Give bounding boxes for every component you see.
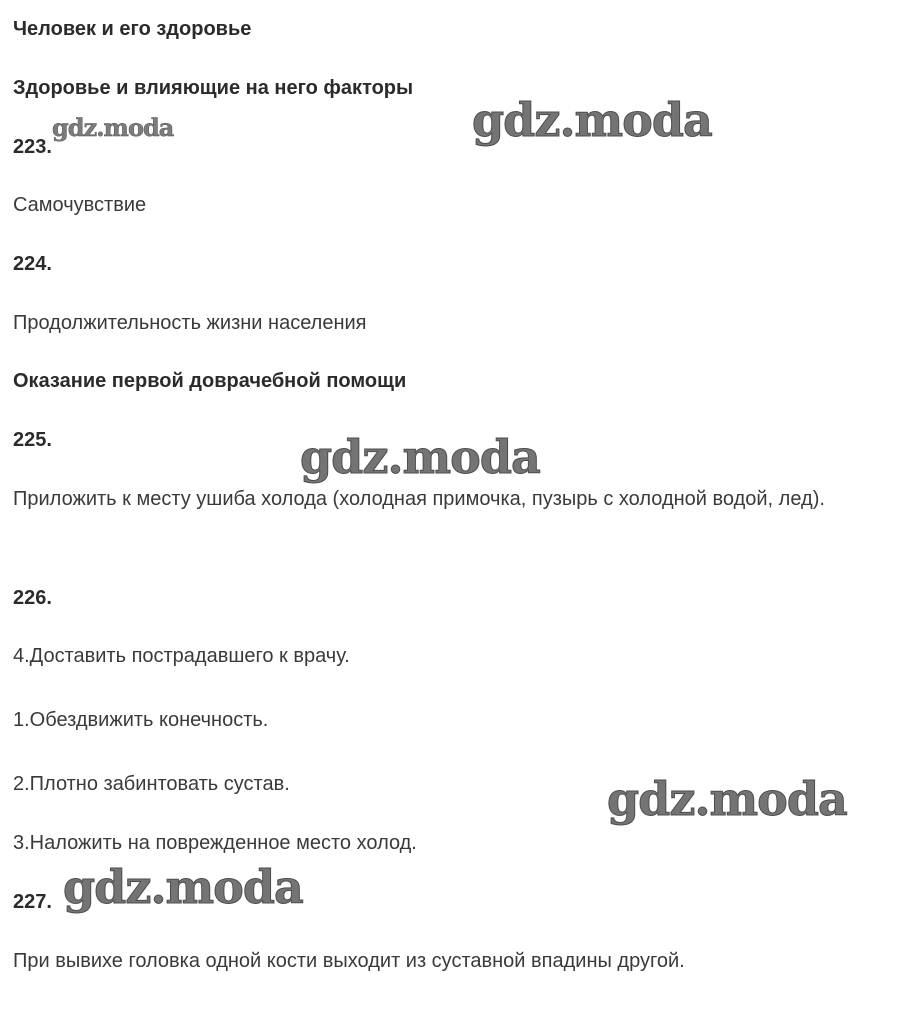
section-subtitle-first-aid: Оказание первой доврачебной помощи <box>13 370 407 392</box>
exercise-number-223: 223. <box>13 136 52 158</box>
exercise-number-224: 224. <box>13 253 52 275</box>
exercise-number-226: 226. <box>13 587 52 609</box>
exercise-answer-224: Продолжительность жизни населения <box>13 312 367 334</box>
watermark-logo: gdz.moda <box>607 772 847 826</box>
exercise-226-step-1: 1.Обездвижить конечность. <box>13 709 269 731</box>
watermark-logo: gdz.moda <box>472 93 712 147</box>
exercise-226-step-3: 3.Наложить на поврежденное место холод. <box>13 832 417 854</box>
exercise-number-225: 225. <box>13 429 52 451</box>
exercise-answer-223: Самочувствие <box>13 194 147 216</box>
exercise-answer-227: При вывихе головка одной кости выходит из суставной впадины другой. <box>13 950 685 972</box>
section-title: Человек и его здоровье <box>13 18 252 40</box>
exercise-226-step-2: 2.Плотно забинтовать сустав. <box>13 773 290 795</box>
watermark-logo: gdz.moda <box>52 113 174 142</box>
watermark-logo: gdz.moda <box>63 860 303 914</box>
section-subtitle-health-factors: Здоровье и влияющие на него факторы <box>13 77 414 99</box>
exercise-number-227: 227. <box>13 891 52 913</box>
exercise-226-step-4: 4.Доставить пострадавшего к врачу. <box>13 645 350 667</box>
exercise-answer-225: Приложить к месту ушиба холода (холодная примочка, пузырь с холодной водой, лед). <box>13 488 825 510</box>
watermark-logo: gdz.moda <box>300 430 540 484</box>
